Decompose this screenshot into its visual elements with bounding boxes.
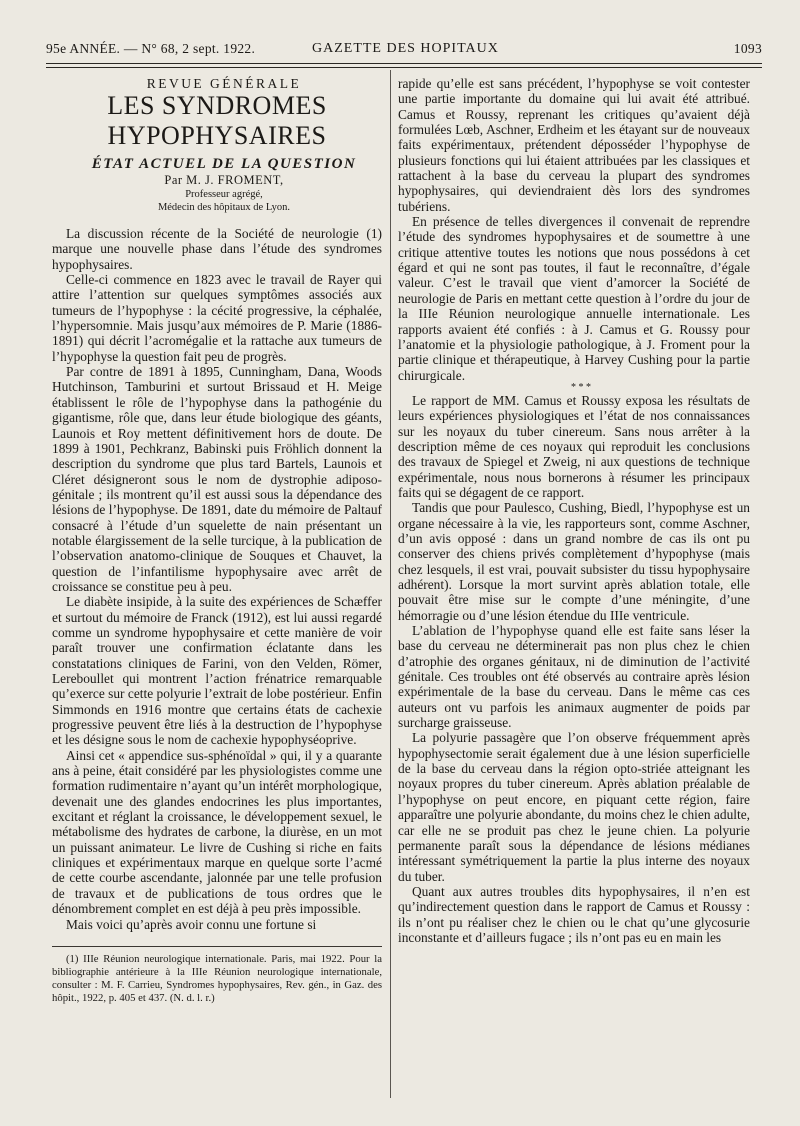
paragraph: L’ablation de l’hypophyse quand elle est faite sans léser la base du cerveau ne déterminerait pas non plus chez le chien d’atrophie des organes génitaux, ni de diminution de l’activité génitale. Ces troubles ont été observés au contraire après lésion expérimentale de la base du cerveau. Dans le même cas ces auteurs ont vu parfois les animaux augmenter de poids par surcharge graisseuse. — [398, 623, 750, 731]
running-header — [46, 41, 762, 63]
affiliation-line: Professeur agrégé, — [185, 189, 263, 201]
footnote-rule — [52, 946, 382, 947]
issue-info: 95e ANNÉE. — N° 68, 2 sept. 1922. — [46, 41, 256, 56]
paragraph: En présence de telles divergences il convenait de reprendre l’étude des syndromes hypophysaires et de soumettre à une critique attentive toutes les notions que nous possédons à cet égard et qui ne sont pas toutes, il faut le reconnaître, d’égale valeur. C’est le travail que vient d’amorcer la Société de neurologie de Paris en mettant cette question à l’ordre du jour de la IIIe Réunion neurologique annuelle internationale. Les rapports avaient été confiés : à J. Camus et G. Roussy pour l’anatomie et la physiologie pathologique, à J. Froment pour la partie clinique et thérapeutique, à Harvey Cushing pour la partie chirurgicale. — [398, 214, 750, 383]
page-number: 1093 — [733, 41, 762, 56]
author-affiliation — [52, 188, 382, 214]
paragraph: Le rapport de MM. Camus et Roussy exposa les résultats de leurs expériences physiologiques et l’état de nos connaissances sur les noyaux du tuber cinereum. Sans nous arrêter à la description même de ces noyaux qui reproduit les conclusions des travaux de Spiegel et Zweig, ni aux questions de technique expérimentale, nous nous bornerons à résumer les principaux faits qui se dégagent de ce rapport. — [398, 392, 750, 500]
paragraph: Mais voici qu’après avoir connu une fortune si — [66, 916, 317, 932]
footnote: (1) IIIe Réunion neurologique internationale. Paris, mai 1922. Pour la bibliographie antérieure à la IIIe Réunion neurologique internationale, consulter : M. F. Carrieu, Syndromes hypophysaires, Rev. gén., in Gaz. des hôpit., 1922, p. 405 et 437. (N. d. l. r.) — [52, 952, 382, 1004]
left-column — [52, 76, 382, 1005]
paragraph: Tandis que pour Paulesco, Cushing, Biedl, l’hypophyse est un organe nécessaire à la vie, les rapporteurs sont, comme Aschner, d’un avis opposé : dans un grand nombre de cas ils ont pu conserver des chiens privés complètement d’hypophyse (mais chez lesquels, il est vrai, pouvait subsister du tissu hypophysaire adhérent). Lorsque la mort survint après ablation totale, elle pouvait être mise sur le compte d’une méningite, d’une hémorragie ou d’une lésion étendue du IIIe ventricule. — [398, 500, 750, 623]
right-column — [398, 76, 750, 945]
article-subtitle: ÉTAT ACTUEL DE LA QUESTION — [91, 156, 357, 173]
column-divider — [390, 70, 391, 1098]
rubric: REVUE GÉNÉRALE — [146, 76, 302, 91]
paragraph: La discussion récente de la Société de neurologie (1) marque une nouvelle phase dans l’étude des syndromes hypophysaires. — [52, 226, 382, 272]
paragraph: La polyurie passagère que l’on observe fréquemment après hypophysectomie serait également due à une lésion superficielle de la base du cerveau dans la région opto-striée atteignant les noyaux propres du tuber cinereum. Après ablation préalable de l’hypophyse on peut encore, en piquant cette région, faire apparaître une polyurie abondante, du moins chez le chien adulte, car elle ne se produit pas chez le jeune chien. La polyurie permanente paraît sous la dépendance de lésions médianes intéressant symétriquement la partie la plus interne des noyaux du tuber. — [398, 730, 750, 884]
affiliation-line: Médecin des hôpitaux de Lyon. — [157, 202, 291, 214]
paragraph: Celle-ci commence en 1823 avec le travail de Rayer qui attire l’attention sur quelques symptômes associés aux tumeurs de l’hypophyse : la cécité progressive, la céphalée, l’hypersomnie. Mais jusqu’aux mémoires de P. Marie (1886-1891) qui décrit l’acromégalie et la rattache aux tumeurs de l’hypophyse la question fait peu de progrès. — [52, 272, 382, 364]
author-line: Par M. J. FROMENT, — [164, 172, 284, 187]
header-rule-thin — [46, 67, 762, 68]
journal-title: GAZETTE DES HOPITAUX — [312, 41, 499, 56]
paragraph: Quant aux autres troubles dits hypophysaires, il n’en est qu’indirectement question dans le rapport de Camus et Roussy : ils n’ont pu réaliser chez le chien ou le chat qu’une glycosurie inconstante et d’ailleurs fugace ; ils n’ont pas eu en main les — [398, 883, 750, 945]
paragraph: Par contre de 1891 à 1895, Cunningham, Dana, Woods Hutchinson, Tamburini et surtout Brissaud et H. Meige établissent le rôle de l’hypophyse dans la pathogénie du gigantisme, rôle que, dans leur étude biologique des géants, Launois et Roy mettent définitivement hors de doute. De 1899 à 1901, Pechkranz, Babinski puis Fröhlich donnent la description du syndrome que plus tard Bartels, Launois et Cléret désigneront sous le nom de dystrophie adiposo-génitale ; ils montrent qu’il est aussi sous la dépendance des lésions de l’hypophyse. De 1891, date du mémoire de Paltauf consacré à l’étude d’un squelette de nain présentant un notable élargissement de la selle turcique, à la publication de l’observation anatomo-clinique de Souques et Chauvet, la question de l’infantilisme hypophysaire avec arrêt de croissance se constitue peu à peu. — [52, 364, 382, 594]
paragraph: Ainsi cet « appendice sus-sphénoïdal » qui, il y a quarante ans à peine, était considéré par les physiologistes comme une formation rudimentaire n’ayant qu’un intérêt morphologique, devenait une des glandes endocrines les plus importantes, excitant et réglant la croissance, le développement sexuel, le métabolisme des hydrates de carbone, la diurèse, en un mot un puissant animateur. Le livre de Cushing si riche en faits cliniques et expérimentaux marque en quelque sorte l’acmé de cette courbe ascendante, jalonnée par une telle profusion de travaux et de publications de tous ordres que le dénombrement complet en est déjà à peu près impossible. — [52, 747, 382, 917]
article-title: LES SYNDROMES HYPOPHYSAIRES — [107, 91, 327, 151]
paragraph: Le diabète insipide, à la suite des expériences de Schæffer et surtout du mémoire de Franck (1912), est lui aussi regardé comme un syndrome hypophysaire et cette manière de voir paraît trouver une confirmation éclatante dans les constatations cliniques de Farini, von den Velden, Römer, Lereboullet qui montrent l’action frénatrice remarquable qu’exerce sur cette polyurie l’extrait de lobe postérieur. Enfin Simmonds en 1916 montre que certains états de cachexie progressive peuvent être liés à la destruction de l’hypophyse et les désigne sous le nom de cachexie hypophyséoprive. — [52, 594, 382, 748]
paragraph: rapide qu’elle est sans précédent, l’hypophyse se voit contester une partie importante du domaine qui lui avait été attribué. Camus et Roussy, reprenant les critiques qu’avaient déjà formulées Lœb, Aschner, Erdheim et les étayant sur de nouveaux faits expérimentaux, prétendent déposséder l’hypophyse de plusieurs fonctions qui lui étaient attribuées par les classiques et rattachent à la base du cerveau la plupart des syndromes hypophysaires, qui deviendraient dès lors des syndromes tubériens. — [398, 76, 750, 214]
header-rule-thick — [46, 63, 762, 64]
section-separator: * * * — [571, 381, 591, 393]
